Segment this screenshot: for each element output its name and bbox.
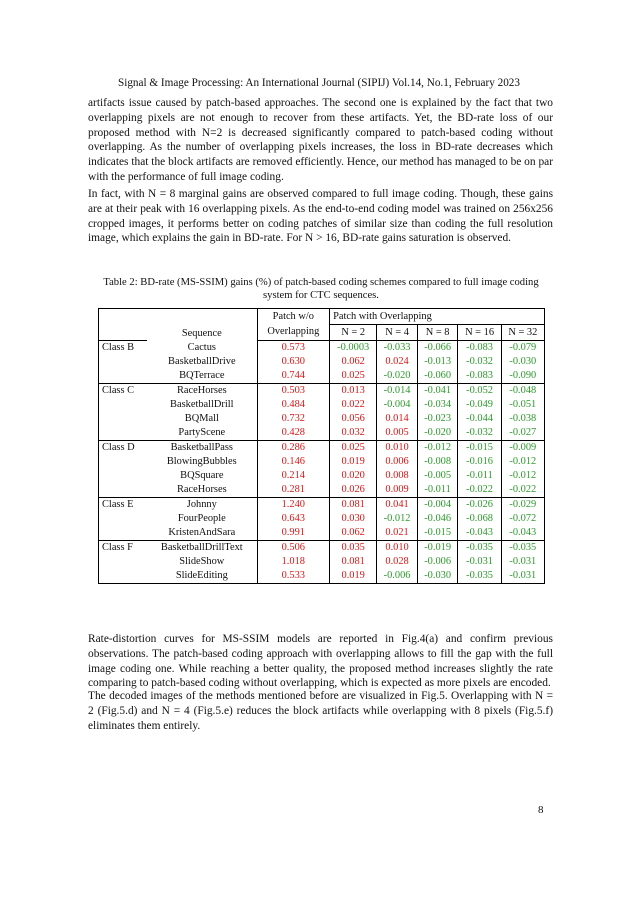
overlap-value: -0.013 (417, 355, 458, 369)
overlap-value: 0.062 (330, 355, 377, 369)
overlap-value: -0.033 (377, 341, 418, 356)
table-row (99, 455, 545, 469)
patch-wo-value: 0.643 (257, 512, 330, 526)
overlap-value: -0.046 (417, 512, 458, 526)
overlap-value: -0.012 (377, 512, 418, 526)
table-row (99, 398, 545, 412)
sequence-name: BQMall (184, 413, 219, 424)
header-n4: N = 4 (377, 325, 418, 341)
overlap-value: -0.009 (501, 441, 544, 456)
overlap-value: -0.066 (417, 341, 458, 356)
header-class-cell (99, 309, 148, 325)
patch-wo-value: 0.991 (257, 526, 330, 541)
page-number: 8 (538, 804, 544, 816)
table-row (99, 355, 545, 369)
class-label: Class E (99, 498, 148, 513)
class-label: Class C (99, 384, 148, 399)
overlap-value: -0.032 (458, 426, 501, 441)
overlap-value: -0.020 (377, 369, 418, 384)
class-label (99, 369, 148, 384)
overlap-value: -0.006 (417, 555, 458, 569)
paragraph-2: In fact, with N = 8 marginal gains are observed compared to full image coding. Though, these gains are at their peak with 16 overlapping pixels. As the end-to-end coding model was trained on 256x256 cropped images, it performs better on coding patches of similar size than coding the full resolution image, which explains the gain in BD-rate. For N > 16, BD-rate gains saturation is observed. (88, 188, 553, 245)
table-caption: Table 2: BD-rate (MS-SSIM) gains (%) of patch-based coding schemes compared to full image coding system for CTC sequences. (103, 277, 539, 302)
table-row (99, 412, 545, 426)
overlap-value: -0.012 (501, 469, 544, 483)
overlap-value: -0.034 (417, 398, 458, 412)
header-class-cell-2 (99, 325, 148, 341)
overlap-value: 0.013 (330, 384, 377, 399)
patch-wo-value: 0.484 (257, 398, 330, 412)
overlap-value: -0.048 (501, 384, 544, 399)
overlap-value: -0.026 (458, 498, 501, 513)
overlap-value: -0.090 (501, 369, 544, 384)
overlap-value: -0.044 (458, 412, 501, 426)
patch-wo-value: 0.533 (257, 569, 330, 584)
overlap-value: -0.0003 (330, 341, 377, 356)
table-row (99, 369, 545, 384)
table-row (99, 512, 545, 526)
paragraph-4: The decoded images of the methods mentioned before are visualized in Fig.5. Overlapping with N = 2 (Fig.5.d) and N = 4 (Fig.5.e) reduces the block artifacts while overlapping with 8 pixels (Fig.5.f) eliminates them entirely. (88, 690, 553, 732)
overlap-value: 0.028 (377, 555, 418, 569)
overlap-value: 0.026 (330, 483, 377, 498)
overlap-value: -0.004 (377, 398, 418, 412)
overlap-value: -0.079 (501, 341, 544, 356)
bd-rate-table (98, 308, 545, 584)
overlap-value: -0.011 (417, 483, 458, 498)
table-row (99, 384, 545, 399)
overlap-value: 0.024 (377, 355, 418, 369)
journal-header: Signal & Image Processing: An International Journal (SIPIJ) Vol.14, No.1, February 2023 (118, 77, 520, 89)
overlap-value: -0.012 (501, 455, 544, 469)
patch-wo-value: 0.630 (257, 355, 330, 369)
overlap-value: -0.027 (501, 426, 544, 441)
header-n16: N = 16 (458, 325, 501, 341)
overlap-value: -0.032 (458, 355, 501, 369)
table-row (99, 341, 545, 356)
overlap-value: 0.020 (330, 469, 377, 483)
paragraph-3: Rate-distortion curves for MS-SSIM models are reported in Fig.4(a) and confirm previous observations. The patch-based coding approach with overlapping allows to fill the gap with the full image coding one. While reaching a better quality, the proposed method increases slightly the rate comparing to patch-based coding without overlapping, which is expected as more pixels are encoded. (88, 633, 553, 690)
header-patch-wo-line2: Overlapping (257, 325, 330, 341)
overlap-value: -0.035 (458, 569, 501, 584)
overlap-value: -0.011 (458, 469, 501, 483)
overlap-value: 0.009 (377, 483, 418, 498)
sequence-name: Johnny (147, 498, 257, 513)
overlap-value: 0.010 (377, 441, 418, 456)
sequence-name: BasketballPass (147, 441, 257, 456)
overlap-value: -0.043 (501, 526, 544, 541)
patch-wo-value: 0.503 (257, 384, 330, 399)
overlap-value: 0.081 (330, 498, 377, 513)
overlap-value: -0.083 (458, 341, 501, 356)
overlap-value: -0.016 (458, 455, 501, 469)
table-row (99, 441, 545, 456)
overlap-value: -0.035 (458, 541, 501, 556)
overlap-value: -0.068 (458, 512, 501, 526)
overlap-value: -0.041 (417, 384, 458, 399)
overlap-value: 0.062 (330, 526, 377, 541)
overlap-value: 0.022 (330, 398, 377, 412)
class-label (99, 398, 148, 412)
overlap-value: -0.014 (377, 384, 418, 399)
sequence-name: BasketballDrill (170, 399, 234, 410)
sequence-name: Cactus (187, 341, 216, 353)
class-label (99, 569, 148, 584)
overlap-value: 0.019 (330, 569, 377, 584)
table-row (99, 426, 545, 441)
overlap-value: -0.015 (417, 526, 458, 541)
overlap-value: -0.019 (417, 541, 458, 556)
patch-wo-value: 0.214 (257, 469, 330, 483)
paragraph-1: artifacts issue caused by patch-based approaches. The second one is explained by the fact that two overlapping pixels are not enough to recover from these artifacts. Yet, the BD-rate loss of our proposed method with N=2 is decreased significantly compared to patch-based coding without overlapping. As the number of overlapping pixels increases, the loss in BD-rate decreases which indicates that the block artifacts are removed efficiently. Hence, our method has managed to be on par with the performance of full image coding. (88, 97, 553, 183)
overlap-value: 0.030 (330, 512, 377, 526)
overlap-value: 0.019 (330, 455, 377, 469)
class-label (99, 412, 148, 426)
overlap-value: -0.030 (501, 355, 544, 369)
overlap-value: -0.060 (417, 369, 458, 384)
overlap-value: -0.035 (501, 541, 544, 556)
overlap-value: -0.051 (501, 398, 544, 412)
class-label (99, 355, 148, 369)
class-label: Class B (99, 341, 148, 356)
patch-wo-value: 0.281 (257, 483, 330, 498)
patch-wo-value: 0.428 (257, 426, 330, 441)
overlap-value: 0.010 (377, 541, 418, 556)
overlap-value: 0.041 (377, 498, 418, 513)
overlap-value: -0.029 (501, 498, 544, 513)
sequence-name: BasketballDrive (168, 356, 236, 367)
patch-wo-value: 1.240 (257, 498, 330, 513)
table-row (99, 569, 545, 584)
overlap-value: -0.031 (501, 569, 544, 584)
sequence-name: PartyScene (178, 427, 226, 438)
header-n32: N = 32 (501, 325, 544, 341)
overlap-value: 0.021 (377, 526, 418, 541)
table-row (99, 498, 545, 513)
overlap-value: -0.020 (417, 426, 458, 441)
overlap-value: 0.081 (330, 555, 377, 569)
overlap-value: -0.031 (501, 555, 544, 569)
class-label (99, 483, 148, 498)
overlap-value: -0.006 (377, 569, 418, 584)
header-patch-wo-line1: Patch w/o (257, 309, 330, 325)
patch-wo-value: 1.018 (257, 555, 330, 569)
sequence-name: RaceHorses (147, 384, 257, 399)
patch-wo-value: 0.744 (257, 369, 330, 384)
overlap-value: -0.038 (501, 412, 544, 426)
sequence-name: KristenAndSara (168, 527, 236, 538)
class-label (99, 555, 148, 569)
overlap-value: 0.056 (330, 412, 377, 426)
sequence-name: BlowingBubbles (166, 456, 237, 467)
overlap-value: -0.005 (417, 469, 458, 483)
sequence-name: RaceHorses (176, 484, 227, 495)
overlap-value: -0.030 (417, 569, 458, 584)
sequence-name: SlideShow (179, 556, 225, 567)
overlap-value: -0.008 (417, 455, 458, 469)
overlap-value: -0.031 (458, 555, 501, 569)
class-label (99, 512, 148, 526)
overlap-value: -0.049 (458, 398, 501, 412)
overlap-value: -0.015 (458, 441, 501, 456)
patch-wo-value: 0.286 (257, 441, 330, 456)
table-row (99, 483, 545, 498)
patch-wo-value: 0.506 (257, 541, 330, 556)
overlap-value: -0.023 (417, 412, 458, 426)
class-label (99, 455, 148, 469)
sequence-name: BQSquare (180, 470, 224, 481)
table-row (99, 469, 545, 483)
patch-wo-value: 0.146 (257, 455, 330, 469)
overlap-value: -0.072 (501, 512, 544, 526)
overlap-value: 0.008 (377, 469, 418, 483)
overlap-value: 0.006 (377, 455, 418, 469)
sequence-name: BasketballDrillText (147, 541, 257, 556)
table-row (99, 555, 545, 569)
overlap-value: 0.025 (330, 369, 377, 384)
header-patch-with: Patch with Overlapping (330, 309, 545, 325)
overlap-value: -0.012 (417, 441, 458, 456)
table-row (99, 526, 545, 541)
overlap-value: 0.035 (330, 541, 377, 556)
table-row (99, 541, 545, 556)
overlap-value: -0.043 (458, 526, 501, 541)
class-label (99, 426, 148, 441)
overlap-value: 0.025 (330, 441, 377, 456)
overlap-value: -0.022 (458, 483, 501, 498)
overlap-value: 0.032 (330, 426, 377, 441)
header-n2: N = 2 (330, 325, 377, 341)
overlap-value: -0.022 (501, 483, 544, 498)
sequence-name: SlideEditing (147, 569, 257, 584)
patch-wo-value: 0.732 (257, 412, 330, 426)
sequence-name: FourPeople (177, 513, 226, 524)
header-n8: N = 8 (417, 325, 458, 341)
overlap-value: -0.004 (417, 498, 458, 513)
overlap-value: -0.052 (458, 384, 501, 399)
class-label (99, 526, 148, 541)
class-label (99, 469, 148, 483)
class-label: Class F (99, 541, 148, 556)
overlap-value: -0.083 (458, 369, 501, 384)
header-sequence: Sequence (147, 309, 257, 341)
class-label: Class D (99, 441, 148, 456)
overlap-value: 0.014 (377, 412, 418, 426)
sequence-name: BQTerrace (179, 370, 225, 381)
patch-wo-value: 0.573 (257, 341, 330, 356)
overlap-value: 0.005 (377, 426, 418, 441)
